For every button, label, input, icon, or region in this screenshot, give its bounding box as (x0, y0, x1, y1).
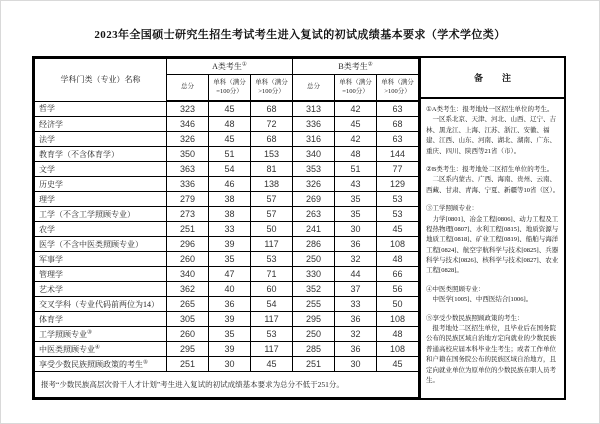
score-a-single-100: 54 (209, 162, 251, 177)
score-a-single-100: 35 (209, 252, 251, 267)
score-b-single-over-100: 56 (377, 282, 419, 297)
subject-name: 历史学 (35, 177, 167, 192)
footnote-ref-b: ② (367, 61, 373, 68)
table-row (35, 192, 419, 207)
score-a-total: 251 (167, 357, 209, 372)
page-title: 2023年全国硕士研究生招生考试考生进入复试的初试成绩基本要求（学术学位类） (94, 29, 506, 41)
score-a-single-100: 39 (209, 312, 251, 327)
column-group-a (167, 59, 293, 75)
table-row (35, 132, 419, 147)
remark-body: 报考地处二区招生单位，且毕业后在国务院公布的民族区域自治地方定向就业的少数民族普通高校应届本科毕业生考生；或者工作单位和户籍在国务院公布的民族区域自治地方，且定向就业单位为原单位的少数民族在职人员考生。 (426, 325, 557, 384)
score-b-single-100: 51 (335, 162, 377, 177)
remark-heading: ④中医类照顾专业： (426, 285, 485, 293)
table-body (35, 101, 419, 372)
remark-section (426, 285, 560, 306)
subject-name: 体育学 (35, 312, 167, 327)
subject-name: 艺术学 (35, 282, 167, 297)
score-a-single-100: 36 (209, 297, 251, 312)
score-b-single-over-100: 108 (377, 237, 419, 252)
remark-section (426, 204, 560, 277)
subject-name: 工学（不含工学照顾专业） (35, 207, 167, 222)
remark-heading: ③工学照顾专业： (426, 205, 479, 213)
score-a-single-over-100: 117 (251, 312, 293, 327)
score-a-single-over-100: 153 (251, 147, 293, 162)
table-row (35, 252, 419, 267)
score-b-single-over-100: 50 (377, 297, 419, 312)
remark-content (421, 99, 564, 398)
score-b-single-over-100: 53 (377, 207, 419, 222)
score-a-total: 336 (167, 177, 209, 192)
score-a-single-over-100: 54 (251, 297, 293, 312)
remark-section (426, 314, 560, 387)
score-b-single-100: 43 (335, 177, 377, 192)
subject-name: 经济学 (35, 117, 167, 132)
score-b-total: 286 (293, 237, 335, 252)
score-b-single-over-100: 45 (377, 357, 419, 372)
score-b-single-over-100: 63 (377, 101, 419, 117)
score-a-single-over-100: 68 (251, 132, 293, 147)
score-b-single-100: 42 (335, 132, 377, 147)
table-row (35, 222, 419, 237)
remark-heading: ⑤享受少数民族照顾政策的考生： (426, 314, 524, 322)
subject-name: 哲学 (35, 101, 167, 117)
subject-name: 法学 (35, 132, 167, 147)
score-a-single-over-100: 81 (251, 162, 293, 177)
score-a-total: 260 (167, 327, 209, 342)
column-header-b-total: 总分 (293, 75, 335, 102)
table-footer (35, 372, 419, 398)
score-a-single-100: 33 (209, 222, 251, 237)
score-b-total: 263 (293, 207, 335, 222)
column-header-subject: 学科门类（专业）名称 (35, 59, 167, 102)
score-b-single-over-100: 48 (377, 327, 419, 342)
footnote-ref: ⑤ (143, 359, 148, 366)
score-a-total: 362 (167, 282, 209, 297)
score-b-single-over-100: 77 (377, 162, 419, 177)
group-a-label: A类考生 (212, 62, 242, 71)
score-a-single-100: 30 (209, 357, 251, 372)
score-b-single-100: 45 (335, 117, 377, 132)
score-b-single-over-100: 108 (377, 342, 419, 357)
remark-section (426, 165, 560, 196)
table-row (35, 237, 419, 252)
table-row (35, 327, 419, 342)
score-b-single-100: 42 (335, 101, 377, 117)
remark-body: 一区系北京、天津、河北、山西、辽宁、吉林、黑龙江、上海、江苏、浙江、安徽、福建、江西、山东、河南、湖北、湖南、广东、重庆、四川、陕西等21省（市）。 (426, 116, 557, 155)
score-a-single-over-100: 60 (251, 282, 293, 297)
table-row (35, 282, 419, 297)
score-b-total: 313 (293, 101, 335, 117)
score-a-single-100: 39 (209, 237, 251, 252)
score-b-single-over-100: 63 (377, 132, 419, 147)
score-a-total: 323 (167, 101, 209, 117)
score-b-total: 330 (293, 267, 335, 282)
table-row (35, 357, 419, 372)
score-b-single-100: 32 (335, 327, 377, 342)
score-b-single-over-100: 48 (377, 252, 419, 267)
footnote-ref: ③ (87, 329, 92, 336)
score-grid (34, 58, 419, 398)
footnote-minority-plan: 报考“少数民族高层次骨干人才计划”考生进入复试的初试成绩基本要求为总分不低于251分。 (35, 372, 419, 398)
table-row (35, 117, 419, 132)
score-a-total: 363 (167, 162, 209, 177)
subject-name: 工学照顾专业③ (35, 327, 167, 342)
subject-name: 理学 (35, 192, 167, 207)
remark-heading: ②B类考生：报考地处二区招生单位的考生。 (426, 165, 554, 173)
score-a-total: 305 (167, 312, 209, 327)
score-b-single-100: 32 (335, 252, 377, 267)
score-a-single-100: 47 (209, 267, 251, 282)
score-a-single-100: 35 (209, 327, 251, 342)
score-a-single-over-100: 71 (251, 267, 293, 282)
score-b-total: 326 (293, 177, 335, 192)
subject-name: 农学 (35, 222, 167, 237)
subject-name: 中医类照顾专业④ (35, 342, 167, 357)
score-b-total: 285 (293, 342, 335, 357)
score-b-single-100: 35 (335, 207, 377, 222)
score-a-single-100: 40 (209, 282, 251, 297)
score-b-total: 251 (293, 357, 335, 372)
score-a-single-over-100: 72 (251, 117, 293, 132)
score-b-single-100: 36 (335, 312, 377, 327)
column-header-a-single-over-100: 单科（满分>100分） (251, 75, 293, 102)
remark-body: 力学[0801]、冶金工程[0806]、动力工程及工程热物理[0807]、水利工程[0815]、地质资源与地质工程[0818]、矿业工程[0819]、船舶与海洋工程[0824]、航空宇航科学与技术[0825]、兵器科学与技术[0826]、核科学与技术[0827]、农业工程[0828]。 (426, 215, 559, 275)
remark-body: 二区系内蒙古、广西、海南、贵州、云南、西藏、甘肃、青海、宁夏、新疆等10省（区）。 (426, 176, 560, 194)
score-table (32, 56, 566, 400)
subject-name: 文学 (35, 162, 167, 177)
score-a-total: 265 (167, 297, 209, 312)
score-b-single-100: 48 (335, 147, 377, 162)
score-b-single-100: 33 (335, 297, 377, 312)
score-b-single-100: 35 (335, 192, 377, 207)
score-b-total: 250 (293, 327, 335, 342)
score-a-single-over-100: 117 (251, 237, 293, 252)
score-a-single-over-100: 57 (251, 192, 293, 207)
score-b-single-100: 44 (335, 267, 377, 282)
table-row (35, 162, 419, 177)
score-a-single-over-100: 53 (251, 252, 293, 267)
score-a-single-100: 45 (209, 132, 251, 147)
score-b-single-over-100: 53 (377, 192, 419, 207)
remark-heading: ①A类考生：报考地处一区招生单位的考生。 (426, 106, 554, 113)
column-header-b-single-over-100: 单科（满分>100分） (377, 75, 419, 102)
column-group-b (293, 59, 419, 75)
subject-name: 享受少数民族照顾政策的考生⑤ (35, 357, 167, 372)
score-b-single-over-100: 66 (377, 267, 419, 282)
remark-panel (419, 58, 564, 398)
score-a-single-100: 45 (209, 101, 251, 117)
score-b-total: 241 (293, 222, 335, 237)
score-b-single-over-100: 108 (377, 312, 419, 327)
remark-section (426, 105, 560, 157)
score-a-single-100: 46 (209, 177, 251, 192)
score-b-total: 250 (293, 252, 335, 267)
score-a-total: 295 (167, 342, 209, 357)
score-a-single-over-100: 50 (251, 222, 293, 237)
score-a-single-over-100: 68 (251, 101, 293, 117)
table-row (35, 207, 419, 222)
score-a-single-100: 48 (209, 117, 251, 132)
score-a-single-100: 38 (209, 207, 251, 222)
table-row (35, 312, 419, 327)
subject-name: 军事学 (35, 252, 167, 267)
group-b-label: B类考生 (338, 62, 368, 71)
score-a-total: 340 (167, 267, 209, 282)
score-a-single-over-100: 138 (251, 177, 293, 192)
score-b-total: 316 (293, 132, 335, 147)
score-a-total: 279 (167, 192, 209, 207)
score-a-total: 296 (167, 237, 209, 252)
score-b-total: 295 (293, 312, 335, 327)
score-b-total: 340 (293, 147, 335, 162)
score-b-single-100: 37 (335, 282, 377, 297)
score-b-single-over-100: 68 (377, 117, 419, 132)
score-b-single-over-100: 45 (377, 222, 419, 237)
column-header-a-single-100: 单科（满分=100分） (209, 75, 251, 102)
score-b-total: 352 (293, 282, 335, 297)
score-b-total: 255 (293, 297, 335, 312)
subject-name: 医学（不含中医类照顾专业） (35, 237, 167, 252)
score-a-total: 273 (167, 207, 209, 222)
score-a-total: 350 (167, 147, 209, 162)
score-b-single-100: 30 (335, 222, 377, 237)
column-header-b-single-100: 单科（满分=100分） (335, 75, 377, 102)
score-a-total: 346 (167, 117, 209, 132)
remark-body: 中医学[1005]、中西医结合[1006]。 (432, 296, 533, 304)
score-b-single-100: 36 (335, 342, 377, 357)
table-header (35, 59, 419, 102)
table-row (35, 342, 419, 357)
subject-name: 交叉学科（专业代码前两位为14） (35, 297, 167, 312)
table-row (35, 147, 419, 162)
score-a-single-100: 51 (209, 147, 251, 162)
footnote-ref: ④ (95, 344, 100, 351)
table-row (35, 297, 419, 312)
score-a-single-over-100: 45 (251, 357, 293, 372)
score-b-total: 353 (293, 162, 335, 177)
score-a-single-100: 39 (209, 342, 251, 357)
table-row (35, 177, 419, 192)
score-a-single-over-100: 117 (251, 342, 293, 357)
table-row (35, 267, 419, 282)
score-b-single-100: 36 (335, 237, 377, 252)
score-a-total: 260 (167, 252, 209, 267)
remark-header: 备 注 (421, 58, 564, 99)
score-b-single-over-100: 144 (377, 147, 419, 162)
subject-name: 教育学（不含体育学） (35, 147, 167, 162)
subject-name: 管理学 (35, 267, 167, 282)
score-a-single-over-100: 53 (251, 327, 293, 342)
score-b-total: 269 (293, 192, 335, 207)
score-b-single-over-100: 129 (377, 177, 419, 192)
score-a-single-100: 38 (209, 192, 251, 207)
score-a-single-over-100: 57 (251, 207, 293, 222)
score-a-total: 326 (167, 132, 209, 147)
column-header-a-total: 总分 (167, 75, 209, 102)
table-row (35, 101, 419, 117)
score-b-total: 336 (293, 117, 335, 132)
footnote-ref-a: ① (241, 61, 247, 68)
score-a-total: 251 (167, 222, 209, 237)
score-b-single-100: 30 (335, 357, 377, 372)
